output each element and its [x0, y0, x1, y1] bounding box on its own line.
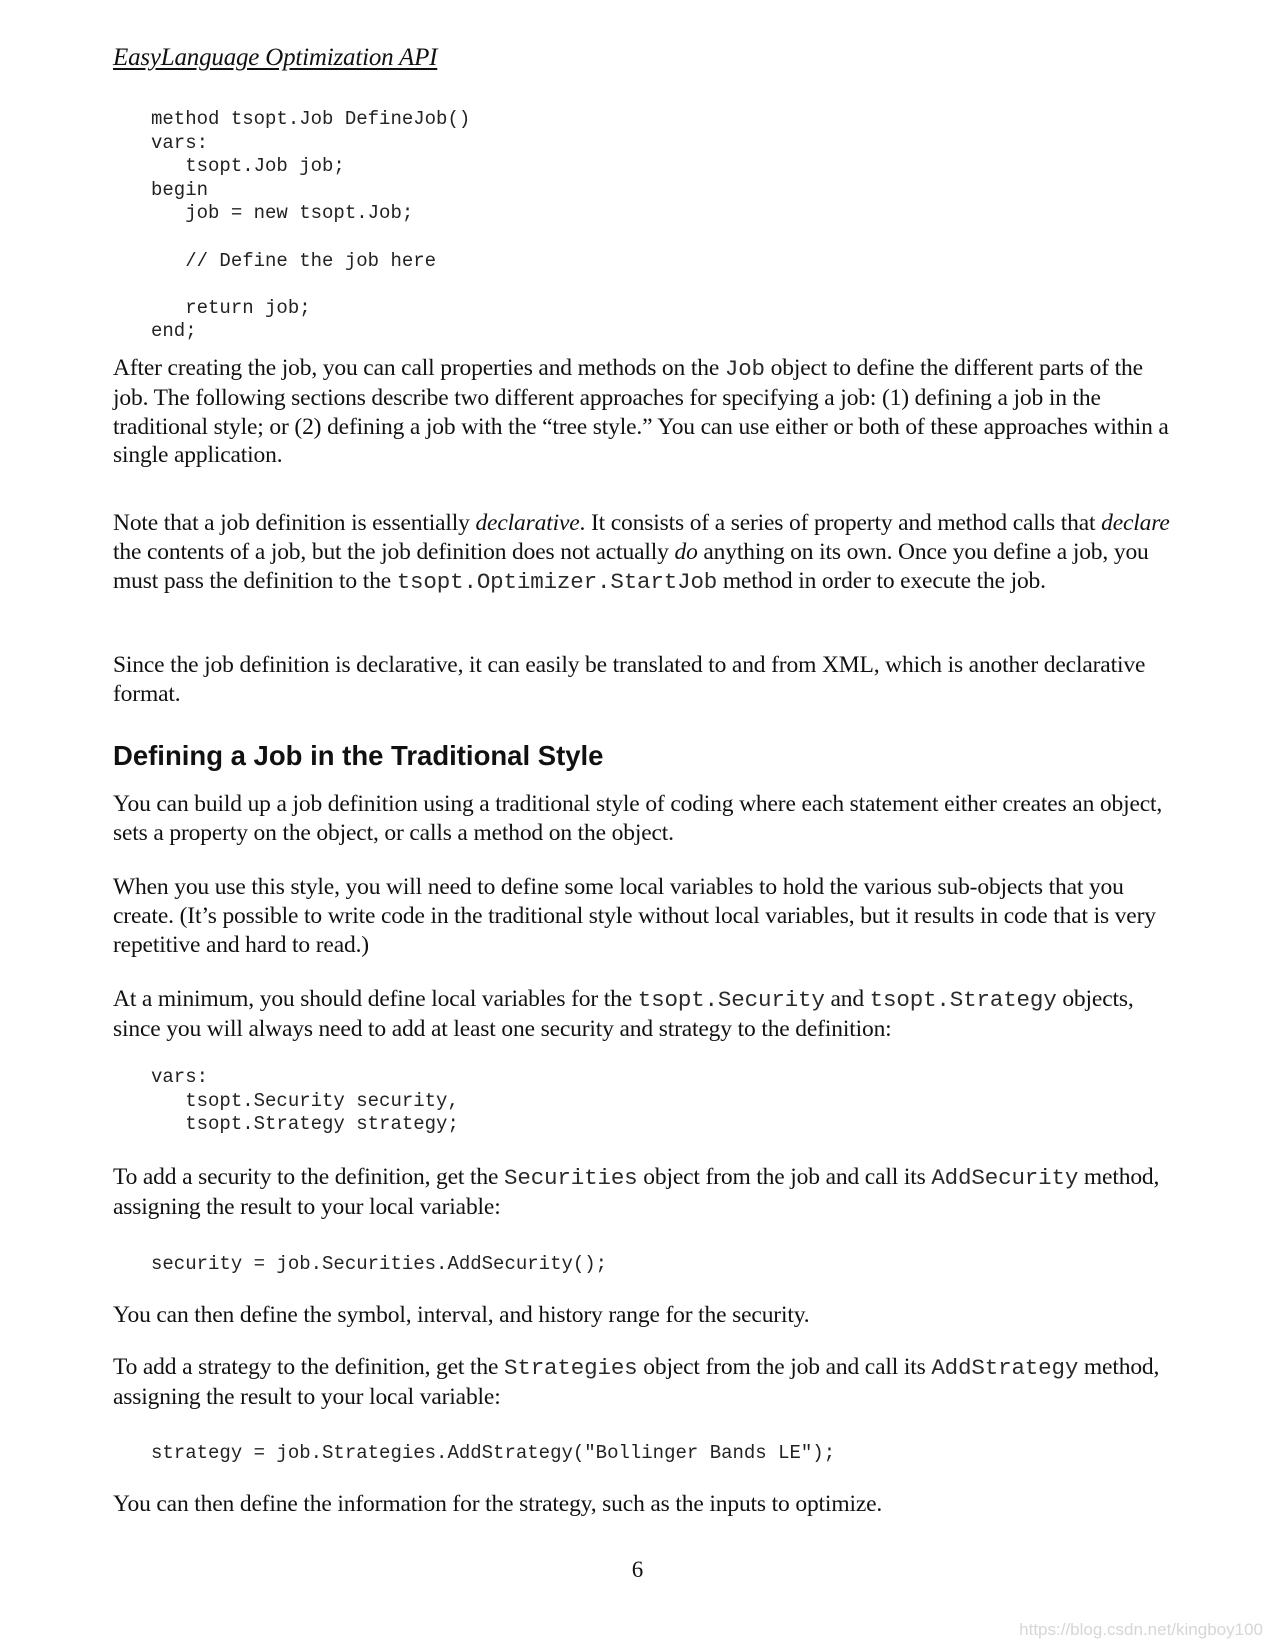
text-run: After creating the job, you can call properties and methods on the — [113, 355, 725, 381]
text-run: . It consists of a series of property and method calls that — [579, 510, 1102, 536]
paragraph-strategy-details: You can then define the information for the strategy, such as the inputs to optimize. — [113, 1491, 883, 1517]
inline-code-addsecurity: AddSecurity — [931, 1165, 1079, 1191]
watermark: https://blog.csdn.net/kingboy100 — [1019, 1620, 1263, 1639]
running-header: EasyLanguage Optimization API — [113, 44, 438, 71]
paragraph-local-variables: When you use this style, you will need to define some local variables to hold the various sub-objects that you create. (It’s possible to write code in the traditional style without local variables, but it results in code that is very repetitive and hard to read.) — [113, 874, 1156, 958]
code-block-vars: vars: tsopt.Security security, tsopt.Strategy strategy; — [151, 1066, 459, 1136]
text-run: method in order to execute the job. — [717, 567, 1046, 594]
paragraph-xml: Since the job definition is declarative, it can easily be translated to and from XML, which is another declarative format. — [113, 652, 1146, 707]
code-block-add-strategy: strategy = job.Strategies.AddStrategy("Bollinger Bands LE"); — [151, 1442, 836, 1464]
code-block-add-security: security = job.Securities.AddSecurity(); — [151, 1253, 608, 1275]
emphasis-do: do — [674, 538, 698, 565]
paragraph-declarative — [113, 509, 1173, 596]
text-run: object to define the different parts of the job. The following sections describe two different approaches for specifying a job: (1) defining a job in the traditional style; or (2) defining a job with the “tree style.” You can use either or both of these approaches within a single application. — [113, 355, 1169, 469]
text-run: method, assigning the result to your local variable: — [113, 1354, 1160, 1410]
inline-code-strategies: Strategies — [504, 1355, 638, 1381]
paragraph-minimum-variables — [113, 985, 1173, 1044]
text-run: method, assigning the result to your local variable: — [113, 1164, 1160, 1220]
emphasis-declare: declare — [1101, 510, 1170, 536]
text-run: Note that a job definition is essentially — [113, 510, 476, 536]
text-run: and — [824, 986, 870, 1012]
emphasis-declarative: declarative — [475, 510, 580, 536]
inline-code-securities: Securities — [504, 1165, 638, 1191]
paragraph-job-object — [113, 354, 1173, 470]
inline-code-startjob: tsopt.Optimizer.StartJob — [396, 568, 718, 595]
text-run: To add a security to the definition, get the — [113, 1164, 504, 1190]
page-number: 6 — [631, 1557, 644, 1582]
text-run: To add a strategy to the definition, get the — [113, 1354, 504, 1380]
text-run: At a minimum, you should define local variables for the — [113, 986, 638, 1012]
paragraph-traditional-style: You can build up a job definition using a traditional style of coding where each statement either creates an object, sets a property on the object, or calls a method on the object. — [113, 791, 1163, 846]
text-run: the contents of a job, but the job definition does not actually — [113, 538, 675, 565]
inline-code-job: Job — [724, 356, 765, 382]
inline-code-addstrategy: AddStrategy — [931, 1355, 1079, 1381]
paragraph-security-details: You can then define the symbol, interval, and history range for the security. — [113, 1302, 810, 1328]
text-run: object from the job and call its — [637, 1164, 932, 1190]
code-block-define-job: method tsopt.Job DefineJob() vars: tsopt.Job job; begin job = new tsopt.Job; // Define the job here return job; end; — [151, 108, 471, 343]
inline-code-strategy: tsopt.Strategy — [869, 987, 1057, 1013]
paragraph-add-strategy — [113, 1353, 1173, 1412]
section-heading: Defining a Job in the Traditional Style — [113, 740, 604, 771]
text-run: anything on its own. Once you define a job, you must pass the definition to the — [113, 538, 1149, 594]
text-run: objects, since you will always need to add at least one security and strategy to the definition: — [113, 986, 1134, 1042]
paragraph-add-security — [113, 1163, 1173, 1222]
text-run: object from the job and call its — [637, 1354, 932, 1380]
inline-code-security: tsopt.Security — [637, 987, 825, 1013]
